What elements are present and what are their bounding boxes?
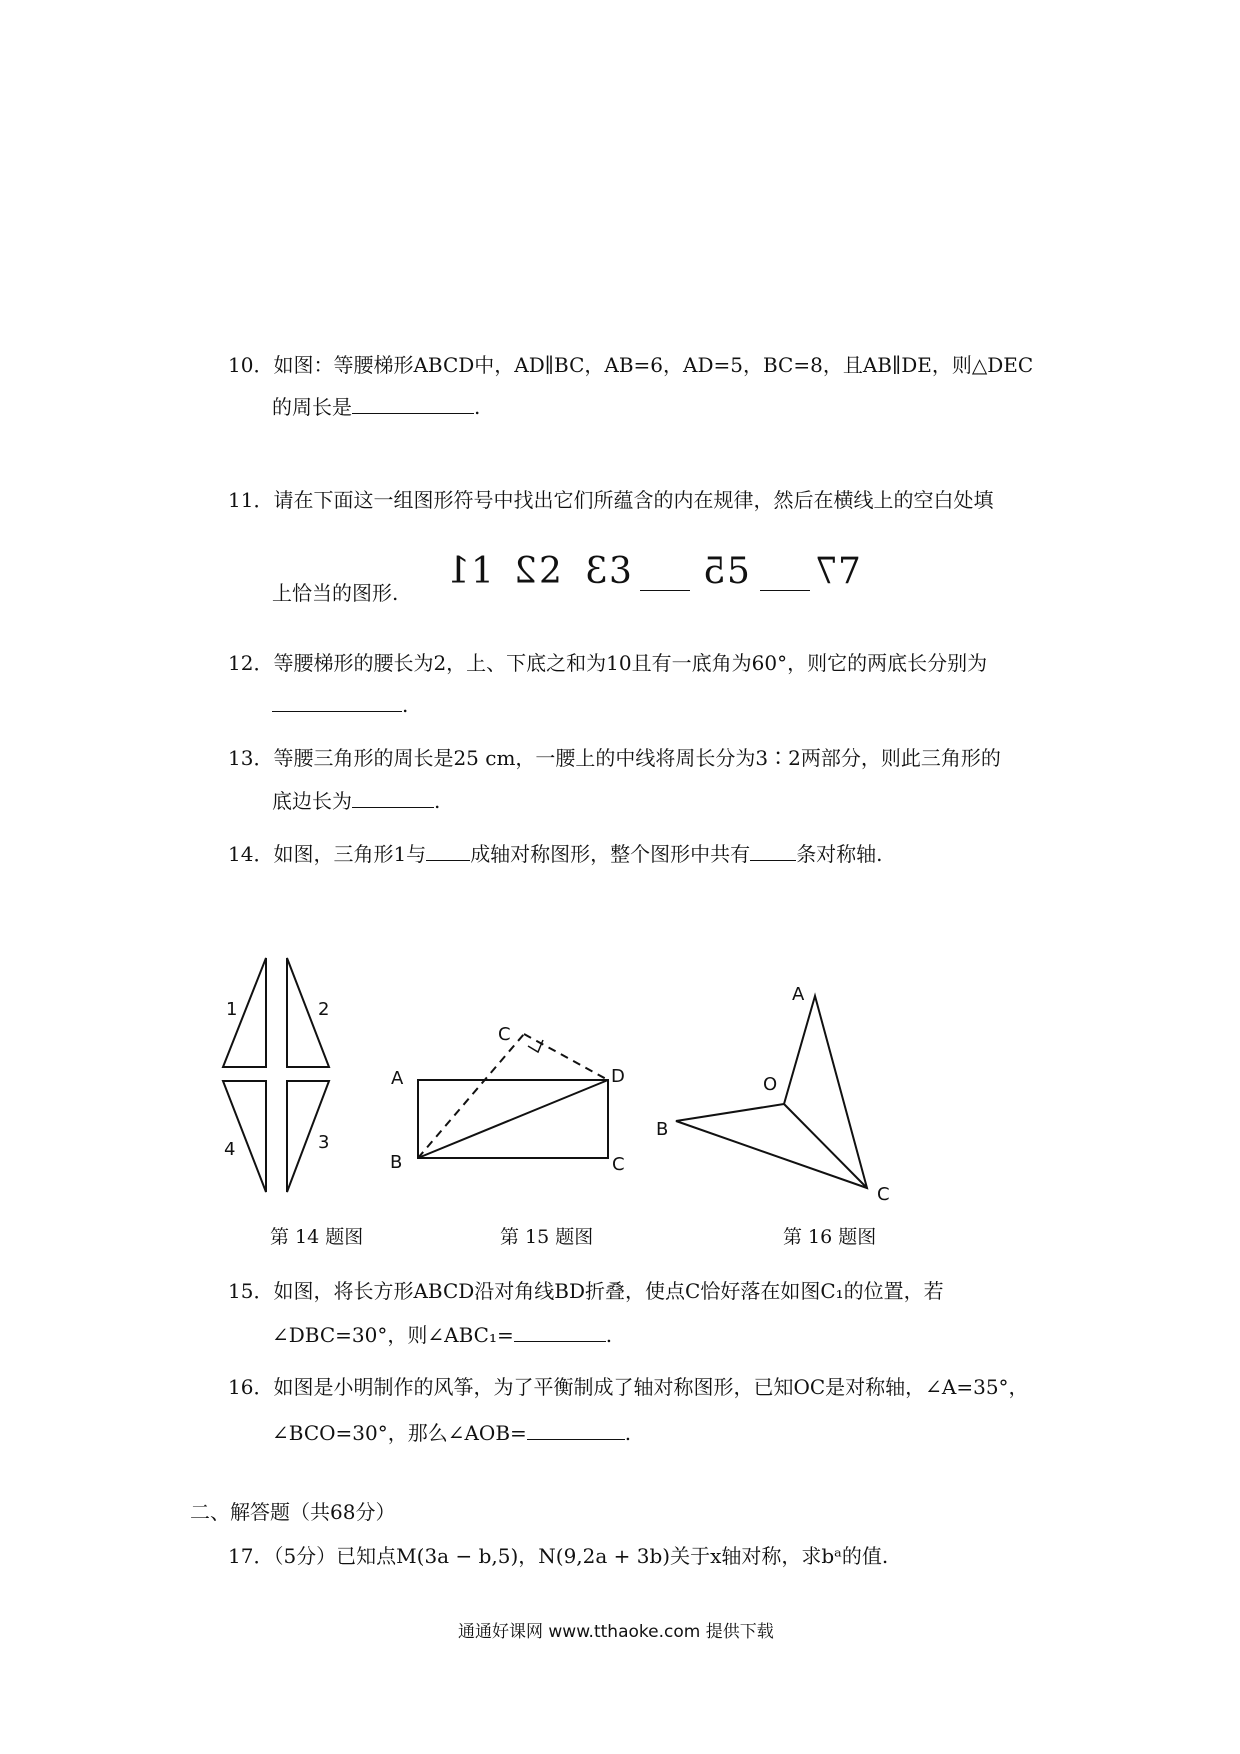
fig14-triangle-4	[223, 1081, 266, 1192]
fig16-label-b: B	[656, 1119, 669, 1140]
symbol-2-mirror: 2	[514, 551, 537, 592]
fig15-diagonal-bd	[418, 1080, 608, 1158]
symbol-3-mirror: 3	[585, 551, 608, 592]
fig15-right-angle-mark	[528, 1040, 543, 1052]
symbol-7: 7	[838, 551, 861, 592]
symbol-5-mirror: 5	[703, 551, 726, 592]
symbol-3: 3	[609, 551, 632, 592]
q14-part1: 14．如图，三角形1与	[228, 842, 427, 866]
symbol-1: 1	[471, 551, 494, 592]
q16-line2-text: ∠BCO=30°，那么∠AOB=	[272, 1421, 527, 1445]
q16-answer-blank	[527, 1421, 625, 1440]
q13-period: .	[434, 789, 441, 813]
fig14-label-2: 2	[318, 999, 330, 1020]
q12-line1: 12．等腰梯形的腰长为2，上、下底之和为10且有一底角为60°，则它的两底长分别为	[228, 651, 988, 675]
symbol-2: 2	[539, 551, 562, 592]
symbol-7-mirror: 7	[815, 551, 838, 592]
q16-period: .	[624, 1421, 632, 1445]
q15-period: .	[605, 1323, 613, 1347]
footer-source: 通通好课网 www.tthaoke.com 提供下载	[458, 1622, 774, 1642]
section-2-title: 二、解答题（共68分）	[190, 1500, 396, 1524]
q17-line1: 17．（5分）已知点M(3a − b,5)，N(9,2a + 3b)关于x轴对称，求bᵃ的值.	[228, 1544, 889, 1568]
fig15-label-b: B	[390, 1152, 403, 1173]
fig15-caption: 第 15 题图	[500, 1226, 594, 1248]
q16-line1: 16．如图是小明制作的风筝，为了平衡制成了轴对称图形，已知OC是对称轴，∠A=35°，	[228, 1375, 1029, 1399]
symbol-5: 5	[727, 551, 750, 592]
q15-answer-blank	[514, 1323, 606, 1342]
q10-period: .	[474, 395, 481, 419]
figure-15	[418, 1034, 608, 1158]
q14-part2: 成轴对称图形，整个图形中共有	[470, 842, 751, 866]
fig16-label-o: O	[763, 1074, 778, 1095]
symbol-1-mirror: 1	[447, 551, 470, 592]
fig15-fold-c1d	[524, 1034, 608, 1080]
fig14-label-4: 4	[224, 1139, 236, 1160]
q14-part3: 条对称轴.	[796, 842, 883, 866]
fig16-axis-oc	[784, 1104, 867, 1188]
fig16-label-c: C	[877, 1184, 890, 1205]
fig14-caption: 第 14 题图	[270, 1226, 364, 1248]
q11-line1: 11．请在下面这一组图形符号中找出它们所蕴含的内在规律，然后在横线上的空白处填	[228, 488, 994, 512]
fig15-label-c1: C	[498, 1024, 511, 1045]
fig15-label-d: D	[611, 1066, 625, 1087]
q13-line2-text: 底边长为	[272, 789, 352, 813]
fig14-label-3: 3	[318, 1132, 330, 1153]
fig16-caption: 第 16 题图	[783, 1226, 877, 1248]
q15-line1: 15．如图，将长方形ABCD沿对角线BD折叠，使点C恰好落在如图C₁的位置，若	[228, 1279, 944, 1303]
q15-line2	[272, 1322, 612, 1348]
figure-14	[223, 958, 329, 1192]
fig15-label-c: C	[612, 1154, 625, 1175]
q15-line2-text: ∠DBC=30°，则∠ABC₁=	[272, 1323, 514, 1347]
q16-line2	[272, 1420, 631, 1446]
q13-line1: 13．等腰三角形的周长是25 cm，一腰上的中线将周长分为3∶2两部分，则此三角形的	[228, 746, 1001, 770]
fig15-fold-bc1	[418, 1034, 524, 1158]
q10-line2-text: 的周长是	[272, 395, 352, 419]
q12-period: .	[402, 693, 409, 717]
q11-line2: 上恰当的图形.	[272, 581, 399, 605]
q10-line1: 10．如图：等腰梯形ABCD中，AD∥BC，AB=6，AD=5，BC=8，且AB∥DE，则△DEC	[228, 353, 1034, 377]
fig16-label-a: A	[792, 984, 805, 1005]
fig14-label-1: 1	[226, 999, 238, 1020]
fig15-label-a: A	[391, 1068, 404, 1089]
